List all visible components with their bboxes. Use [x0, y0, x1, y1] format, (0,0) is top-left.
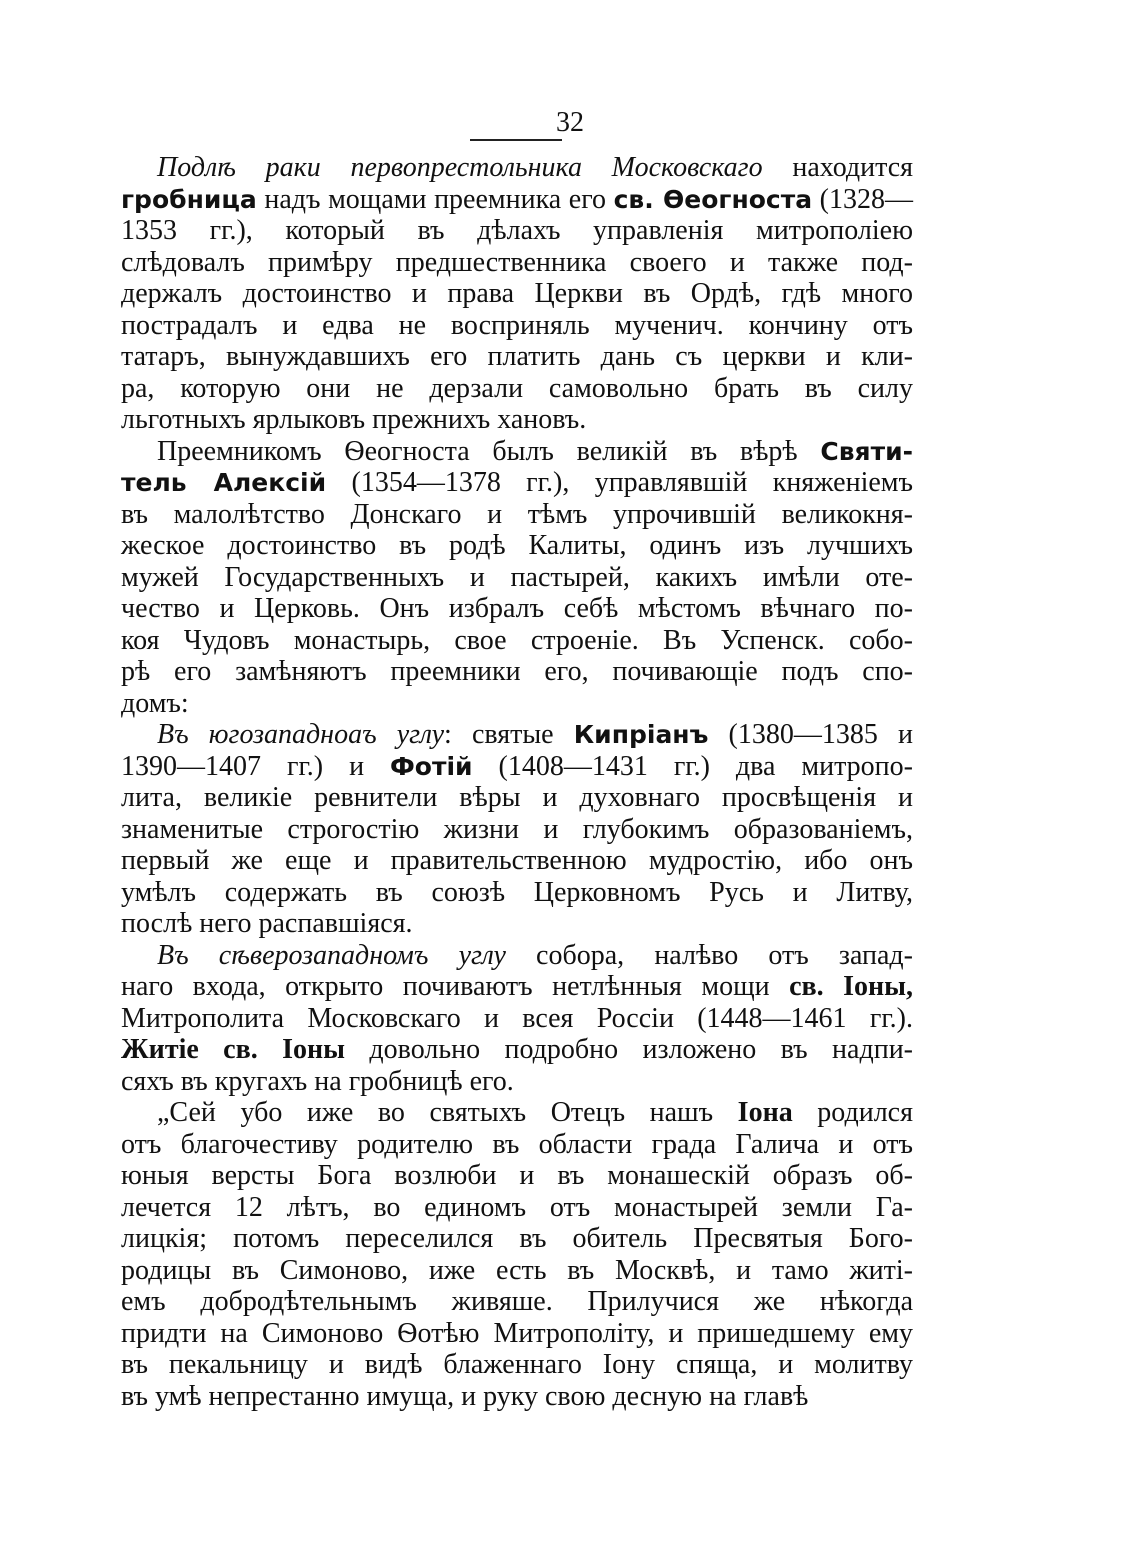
text-line — [121, 877, 913, 909]
bold-text: Кипріанъ — [573, 720, 709, 749]
text-run: льготныхъ ярлыковъ прежнихъ хановъ. — [121, 404, 587, 435]
text-line — [121, 1286, 913, 1318]
text-line — [121, 971, 913, 1003]
italic-text: Въ сѣверозападномъ углу — [157, 939, 506, 971]
text-run: „Сей убо иже во святыхъ Отецъ нашъ — [157, 1097, 738, 1128]
text-line — [121, 814, 913, 846]
text-run: : святые — [444, 719, 574, 750]
text-run: родился — [792, 1097, 913, 1128]
text-run: находится — [762, 152, 914, 183]
text-line — [121, 845, 913, 877]
text-line — [121, 247, 913, 279]
text-run: Преемникомъ Ѳеогноста былъ великій въ вѣрѣ — [157, 435, 821, 467]
text-line — [121, 1381, 913, 1413]
text-line — [121, 656, 913, 688]
bold-text: св. Ѳеогноста — [613, 184, 813, 214]
text-run: въ пекальницу и видѣ блаженнаго Іону спяща, и молитву — [121, 1349, 913, 1380]
text-line — [121, 404, 913, 436]
text-line — [121, 467, 913, 499]
text-line — [121, 1003, 913, 1035]
text-line — [121, 1097, 913, 1129]
text-line — [121, 1318, 913, 1350]
text-run: держалъ достоинство и права Церкви въ Ордѣ, гдѣ много — [121, 278, 913, 309]
text-run: лита, великіе ревнители вѣры и духовнаго просвѣщенія и — [121, 782, 913, 813]
text-run: 1390—1407 гг.) и — [121, 750, 391, 782]
text-run: мужей Государственныхъ и пастырей, какихъ имѣли оте- — [121, 561, 913, 593]
text-line — [121, 908, 913, 940]
text-line — [121, 940, 913, 972]
text-run: жеское достоинство въ родѣ Калиты, одинъ изъ лучшихъ — [121, 530, 913, 561]
text-run: въ умѣ непрестанно имуща, и руку свою десную на главѣ — [121, 1380, 809, 1412]
paragraph — [121, 940, 913, 1098]
text-run: довольно подробно изложено въ надпи- — [345, 1034, 914, 1065]
text-line — [121, 1129, 913, 1161]
text-line — [121, 1223, 913, 1255]
text-run: лечется 12 лѣтъ, во единомъ отъ монастырей земли Га- — [121, 1191, 913, 1223]
text-run: придти на Симоново Ѳотѣю Митрополіту, и пришедшему ему — [121, 1317, 913, 1349]
text-line — [121, 341, 913, 373]
text-run: отъ благочестиву родителю въ области града Галича и отъ — [121, 1128, 913, 1160]
text-run: знаменитые строгостію жизни и глубокимъ образованіемъ, — [121, 813, 913, 845]
bold-text: Фотій — [390, 751, 473, 781]
text-run: Митрополита Московскаго и всея Россіи (1448—1461 гг.). — [121, 1002, 913, 1034]
text-line — [121, 593, 913, 625]
text-run: умѣлъ содержать въ союзѣ Церковномъ Русь и Литву, — [121, 876, 913, 908]
text-line — [121, 562, 913, 594]
page-number: 32 — [556, 107, 584, 138]
text-line — [121, 530, 913, 562]
text-line — [121, 310, 913, 342]
text-run: чество и Церковь. Онъ избралъ себѣ мѣстомъ вѣчнаго по- — [121, 593, 913, 624]
text-run: (1354—1378 гг.), управлявшій княженіемъ — [326, 467, 913, 498]
text-run: (1380—1385 и — [708, 719, 913, 750]
text-line — [121, 625, 913, 657]
text-run: рѣ его замѣняютъ преемники его, почивающіе подъ спо- — [121, 656, 913, 687]
text-run: первый же еще и правительственною мудростію, ибо онъ — [121, 845, 913, 876]
paragraph — [121, 152, 913, 436]
text-line — [121, 1066, 913, 1098]
text-run: пострадалъ и едва не восприняль мученич. кончину отъ — [121, 309, 913, 341]
text-line — [121, 215, 913, 247]
text-line — [121, 688, 913, 720]
text-line — [121, 1349, 913, 1381]
text-line — [121, 782, 913, 814]
text-run: лицкія; потомъ переселился въ обитель Пресвятыя Бого- — [121, 1223, 913, 1254]
text-run: въ малолѣтство Донскаго и тѣмъ упрочившій великокня- — [121, 498, 913, 530]
italic-text: Въ югозападноаъ углу — [157, 719, 445, 750]
text-line — [121, 499, 913, 531]
text-run: татаръ, вынуждавшихъ его платить дань съ церкви и кли- — [121, 341, 913, 372]
bold-text: тель Алексій — [121, 468, 327, 497]
text-run: слѣдовалъ примѣру предшественника своего и также под- — [121, 246, 913, 278]
italic-text: Подлѣ раки первопрестольника Московскаго — [157, 152, 763, 183]
paragraph — [121, 719, 913, 940]
page-number-underline — [470, 139, 562, 141]
body-text — [121, 152, 913, 1412]
text-line — [121, 278, 913, 310]
bold-text: Житіе св. Іоны — [121, 1034, 346, 1065]
text-run: (1328— — [812, 183, 913, 215]
text-run: родицы въ Симоново, иже есть въ Москвѣ, и тамо житі- — [121, 1254, 913, 1286]
text-run: сяхъ въ кругахъ на гробницѣ его. — [121, 1065, 514, 1097]
text-run: емъ добродѣтельнымъ живяше. Прилучися же нѣкогда — [121, 1286, 913, 1317]
text-run: ра, которую они не дерзали самовольно брать въ силу — [121, 372, 913, 404]
paragraph — [121, 436, 913, 720]
text-line — [121, 1034, 913, 1066]
text-run: 1353 гг.), который въ дѣлахъ управленія митрополіею — [121, 215, 913, 246]
text-run: собора, налѣво отъ запад- — [505, 939, 913, 971]
text-line — [121, 373, 913, 405]
text-line — [121, 1192, 913, 1224]
bold-text: Святи- — [820, 436, 913, 466]
bold-text: Іона — [737, 1097, 793, 1128]
text-line — [121, 152, 913, 184]
text-line — [121, 436, 913, 468]
text-line — [121, 184, 913, 216]
text-run: коя Чудовъ монастырь, свое строеніе. Въ Успенск. собо- — [121, 624, 913, 656]
paragraph — [121, 1097, 913, 1412]
text-line — [121, 719, 913, 751]
text-run: домъ: — [121, 687, 189, 719]
bold-text: гробница — [121, 184, 257, 214]
text-run: (1408—1431 гг.) два митропо- — [472, 750, 913, 782]
text-line — [121, 1160, 913, 1192]
text-run: наго входа, открыто почиваютъ нетлѣнныя мощи — [121, 971, 790, 1002]
text-run: надъ мощами преемника его — [256, 183, 614, 215]
text-line — [121, 1255, 913, 1287]
bold-text: св. Іоны, — [789, 971, 913, 1002]
text-line — [121, 751, 913, 783]
text-run: послѣ него распавшіяся. — [121, 908, 413, 939]
text-run: юныя версты Бога возлюби и въ монашескій образъ об- — [121, 1160, 913, 1191]
